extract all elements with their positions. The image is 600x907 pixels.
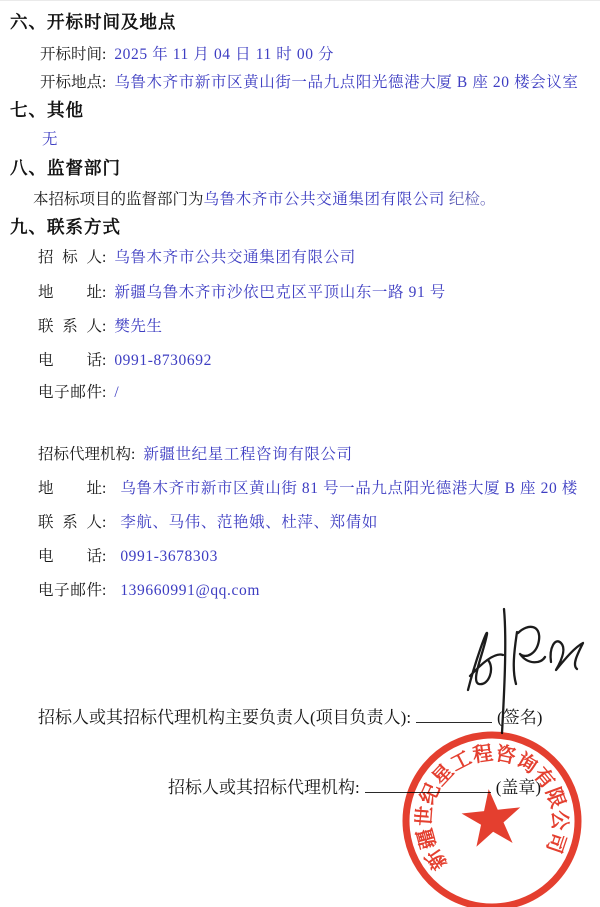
agency-label: 招标代理机构 [38, 446, 132, 463]
tenderer-address-value: 新疆乌鲁木齐市沙依巴克区平顶山东一路 91 号 [114, 284, 446, 301]
tenderer-phone-row [38, 348, 212, 370]
colon: : [102, 384, 107, 401]
tenderer-email-value: / [114, 384, 120, 401]
responsible-person-label: 招标人或其招标代理机构主要负责人(项目负责人): [38, 708, 412, 727]
colon: : [102, 514, 107, 531]
agency-phone-row [38, 544, 218, 566]
seal-star-icon [459, 786, 524, 848]
section-9-heading: 九、联系方式 [10, 217, 121, 237]
agency-contact-value: 李航、马伟、范艳娥、杜萍、郑倩如 [120, 514, 378, 531]
supervision-paragraph [33, 187, 495, 209]
company-seal-stamp [384, 713, 599, 907]
supervision-prefix: 本招标项目的监督部门为 [33, 191, 204, 208]
section-6-heading: 六、开标时间及地点 [10, 12, 177, 32]
bid-opening-time-row [40, 42, 334, 64]
agency-address-value: 乌鲁木齐市新市区黄山街 81 号一品九点阳光德港大厦 B 座 20 楼 [120, 480, 578, 497]
agency-email-label: 电子邮件 [38, 582, 102, 599]
agency-contact-row [38, 510, 378, 532]
agency-address-row [38, 476, 578, 498]
tenderer-email-row [38, 380, 119, 402]
tenderer-email-label: 电子邮件 [38, 384, 102, 401]
tenderer-phone-value: 0991-8730692 [114, 352, 212, 369]
tenderer-address-label: 地址 [38, 284, 102, 301]
agency-address-label: 地址 [38, 480, 102, 497]
colon: : [131, 446, 136, 463]
colon: : [102, 318, 107, 335]
colon: : [102, 74, 107, 91]
colon: : [102, 582, 107, 599]
agency-email-value: 139660991@qq.com [120, 582, 260, 599]
tenderer-name: 乌鲁木齐市公共交通集团有限公司 [114, 249, 356, 266]
bid-opening-place-value: 乌鲁木齐市新市区黄山街一品九点阳光德港大厦 B 座 20 楼会议室 [114, 74, 579, 91]
agency-email-row [38, 578, 260, 600]
tenderer-label: 招标人 [38, 249, 102, 266]
agency-seal-label: 招标人或其招标代理机构: [168, 778, 360, 797]
agency-name: 新疆世纪星工程咨询有限公司 [143, 446, 353, 463]
colon: : [102, 284, 107, 301]
seal-caption: (盖章) [495, 778, 542, 797]
colon: : [102, 352, 107, 369]
agency-phone-label: 电话 [38, 548, 102, 565]
bid-opening-place-label: 开标地点 [40, 74, 103, 91]
tenderer-contact-label: 联系人 [38, 318, 102, 335]
tenderer-contact-value: 樊先生 [114, 318, 163, 335]
supervision-suffix: 纪检。 [445, 191, 496, 208]
tenderer-row [38, 245, 356, 267]
bid-opening-place-row [40, 70, 578, 92]
supervision-org: 乌鲁木齐市公共交通集团有限公司 [203, 191, 446, 208]
colon: : [102, 249, 107, 266]
bid-opening-time-label: 开标时间 [40, 46, 103, 63]
colon: : [102, 46, 107, 63]
section-8-heading: 八、监督部门 [10, 158, 121, 178]
agency-row [38, 442, 353, 464]
tenderer-contact-row [38, 314, 163, 336]
signature-caption: (签名) [497, 708, 543, 727]
agency-contact-label: 联系人 [38, 514, 102, 531]
bid-opening-time-value: 2025 年 11 月 04 日 11 时 00 分 [114, 46, 335, 63]
seal-company-text: 新疆世纪星工程咨询有限公司 [413, 742, 571, 874]
agency-phone-value: 0991-3678303 [120, 548, 218, 565]
tenderer-address-row [38, 280, 446, 302]
section-7-value: 无 [42, 131, 58, 148]
colon: : [102, 548, 107, 565]
section-7-heading: 七、其他 [10, 100, 84, 120]
tenderer-phone-label: 电话 [38, 352, 102, 369]
colon: : [102, 480, 107, 497]
